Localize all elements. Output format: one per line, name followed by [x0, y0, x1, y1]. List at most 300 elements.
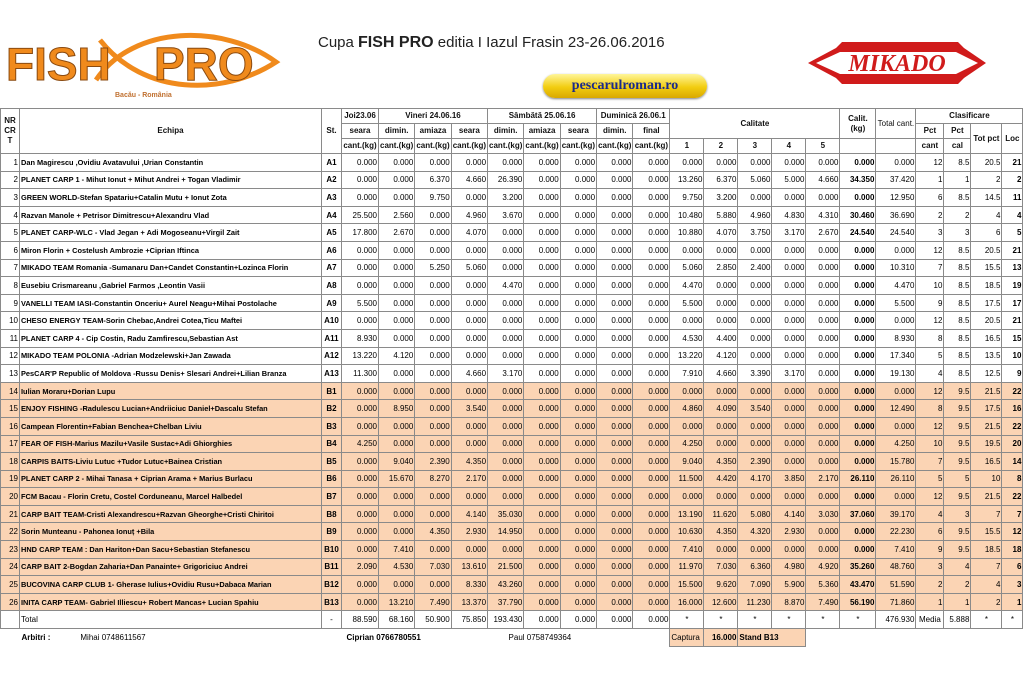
quality-4-header: 4 — [772, 139, 806, 154]
value-cell: 0.000 — [840, 488, 876, 506]
quality-2-header: 2 — [704, 139, 738, 154]
sub-amiaza: amiaza — [524, 124, 560, 139]
value-cell: 0.000 — [738, 154, 772, 172]
tot-pct: 2 — [971, 593, 1002, 611]
value-cell: 0.000 — [524, 241, 560, 259]
value-cell: 0.000 — [451, 347, 487, 365]
page-header — [0, 0, 1024, 108]
value-cell: 0.000 — [524, 171, 560, 189]
value-cell: 8.870 — [772, 593, 806, 611]
team-name: PLANET CARP 1 - Mihut Ionut + Mihut Andrei + Togan Vladimir — [20, 171, 322, 189]
team-name: GREEN WORLD-Stefan Spatariu+Catalin Mutu + Ionut Zota — [20, 189, 322, 207]
value-cell: 0.000 — [840, 259, 876, 277]
pct-cant: 2 — [916, 576, 944, 594]
value-cell: 0.000 — [524, 189, 560, 207]
value-cell: 0.000 — [451, 277, 487, 295]
value-cell: 24.540 — [840, 224, 876, 242]
loc-rank: 22 — [1002, 382, 1023, 400]
value-cell: 0.000 — [488, 400, 524, 418]
pct-cal: 8.5 — [944, 329, 971, 347]
value-cell: 2.390 — [415, 453, 451, 471]
results-table — [0, 108, 1023, 647]
tot-pct: 16.5 — [971, 329, 1002, 347]
pct-cal: 8.5 — [944, 312, 971, 330]
value-cell: 0.000 — [342, 312, 379, 330]
value-cell: 0.000 — [806, 435, 840, 453]
value-cell: 0.000 — [876, 154, 916, 172]
value-cell: 7.410 — [876, 541, 916, 559]
stand-code: B5 — [322, 453, 342, 471]
pct-cal: 9.5 — [944, 417, 971, 435]
value-cell: 11.230 — [738, 593, 772, 611]
value-cell: 0.000 — [876, 382, 916, 400]
value-cell: 0.000 — [524, 277, 560, 295]
row-number: 21 — [1, 505, 20, 523]
value-cell: 0.000 — [415, 277, 451, 295]
value-cell: 43.260 — [488, 576, 524, 594]
value-cell: 0.000 — [772, 312, 806, 330]
total-value-cell: 50.900 — [415, 611, 451, 629]
value-cell: 0.000 — [488, 453, 524, 471]
value-cell: 16.000 — [670, 593, 704, 611]
svg-text:MIKADO: MIKADO — [848, 51, 946, 77]
total-value-cell: 0.000 — [597, 611, 633, 629]
value-cell: 0.000 — [633, 576, 670, 594]
stand-code: B6 — [322, 470, 342, 488]
value-cell: 0.000 — [379, 241, 415, 259]
total-value-cell: 68.160 — [379, 611, 415, 629]
value-cell: 4.470 — [488, 277, 524, 295]
value-cell: 3.170 — [488, 365, 524, 383]
table-row — [1, 154, 1023, 172]
value-cell: 0.000 — [342, 523, 379, 541]
value-cell: 2.930 — [451, 523, 487, 541]
value-cell: 13.610 — [451, 558, 487, 576]
total-value-cell: * — [738, 611, 772, 629]
tot-pct: 14.5 — [971, 189, 1002, 207]
team-name: Sorin Munteanu - Pahonea Ionuț +Bila — [20, 523, 322, 541]
value-cell: 34.350 — [840, 171, 876, 189]
value-cell: 0.000 — [597, 593, 633, 611]
value-cell: 6.370 — [415, 171, 451, 189]
value-cell: 4.530 — [379, 558, 415, 576]
pct-cal: 3 — [944, 505, 971, 523]
value-cell: 0.000 — [597, 259, 633, 277]
value-cell: 4.250 — [876, 435, 916, 453]
value-cell: 0.000 — [524, 294, 560, 312]
tot-pct: 21.5 — [971, 382, 1002, 400]
value-cell: 0.000 — [772, 435, 806, 453]
value-cell: 4.350 — [415, 523, 451, 541]
value-cell: 3.390 — [738, 365, 772, 383]
row-number: 6 — [1, 241, 20, 259]
value-cell: 0.000 — [560, 488, 596, 506]
pescarulroman-link-button[interactable]: pescarulroman.ro — [543, 74, 707, 98]
tot-pct: 15.5 — [971, 523, 1002, 541]
value-cell: 0.000 — [560, 470, 596, 488]
pct-cal: 9.5 — [944, 453, 971, 471]
stand-code: A9 — [322, 294, 342, 312]
value-cell: 5.500 — [670, 294, 704, 312]
svg-text:PRO: PRO — [154, 38, 254, 90]
unit-cant: cant.(kg) — [379, 139, 415, 154]
stand-code: A10 — [322, 312, 342, 330]
table-row — [1, 488, 1023, 506]
value-cell: 0.000 — [772, 541, 806, 559]
tot-pct: 21.5 — [971, 488, 1002, 506]
value-cell: 0.000 — [738, 347, 772, 365]
unit-cant: cant.(kg) — [488, 139, 524, 154]
value-cell: 0.000 — [633, 329, 670, 347]
value-cell: 0.000 — [342, 154, 379, 172]
value-cell: 0.000 — [415, 312, 451, 330]
pct-cal-header-top: Pct — [944, 124, 971, 139]
value-cell: 0.000 — [342, 593, 379, 611]
value-cell: 0.000 — [738, 382, 772, 400]
value-cell: 4.860 — [670, 400, 704, 418]
quality-3-header: 3 — [738, 139, 772, 154]
value-cell: 56.190 — [840, 593, 876, 611]
stand-code: A11 — [322, 329, 342, 347]
value-cell: 0.000 — [704, 312, 738, 330]
pct-cant-header-top: Pct — [916, 124, 944, 139]
value-cell: 0.000 — [597, 206, 633, 224]
loc-rank: 18 — [1002, 541, 1023, 559]
value-cell: 0.000 — [451, 382, 487, 400]
value-cell: 0.000 — [524, 523, 560, 541]
value-cell: 0.000 — [633, 541, 670, 559]
stand-code: B12 — [322, 576, 342, 594]
value-cell: 0.000 — [560, 224, 596, 242]
row-number: 25 — [1, 576, 20, 594]
value-cell: 0.000 — [704, 154, 738, 172]
value-cell: 0.000 — [560, 259, 596, 277]
table-row — [1, 541, 1023, 559]
value-cell: 0.000 — [379, 505, 415, 523]
pct-cant: 3 — [916, 224, 944, 242]
value-cell: 4.140 — [772, 505, 806, 523]
value-cell: 0.000 — [560, 329, 596, 347]
pct-cal: 8.5 — [944, 189, 971, 207]
value-cell: 10.480 — [670, 206, 704, 224]
value-cell: 0.000 — [524, 576, 560, 594]
row-number: 20 — [1, 488, 20, 506]
team-name: FCM Bacau - Florin Cretu, Costel Corduneanu, Marcel Halbedel — [20, 488, 322, 506]
value-cell: 2.930 — [772, 523, 806, 541]
row-number: 12 — [1, 347, 20, 365]
loc-rank: 13 — [1002, 259, 1023, 277]
value-cell: 10.630 — [670, 523, 704, 541]
referees-row — [1, 629, 1023, 647]
pct-cant: 5 — [916, 347, 944, 365]
value-cell: 4.090 — [704, 400, 738, 418]
row-number: 22 — [1, 523, 20, 541]
value-cell: 0.000 — [524, 505, 560, 523]
value-cell: 0.000 — [451, 154, 487, 172]
value-cell: 0.000 — [488, 347, 524, 365]
value-cell: 0.000 — [806, 329, 840, 347]
team-name: Razvan Manole + Petrisor Dimitrescu+Alexandru Vlad — [20, 206, 322, 224]
value-cell: 0.000 — [488, 541, 524, 559]
value-cell: 4.170 — [738, 470, 772, 488]
value-cell: 0.000 — [524, 593, 560, 611]
value-cell: 0.000 — [840, 400, 876, 418]
value-cell: 0.000 — [488, 241, 524, 259]
value-cell: 5.080 — [738, 505, 772, 523]
value-cell: 0.000 — [840, 347, 876, 365]
table-row — [1, 505, 1023, 523]
value-cell: 0.000 — [876, 241, 916, 259]
team-name: Dan Magirescu ,Ovidiu Avatavului ,Urian Constantin — [20, 154, 322, 172]
value-cell: 51.590 — [876, 576, 916, 594]
stand-code: A6 — [322, 241, 342, 259]
value-cell: 0.000 — [840, 294, 876, 312]
value-cell: 5.060 — [670, 259, 704, 277]
table-row — [1, 206, 1023, 224]
value-cell: 10.310 — [876, 259, 916, 277]
value-cell: 0.000 — [772, 400, 806, 418]
loc-rank: 20 — [1002, 435, 1023, 453]
value-cell: 0.000 — [670, 241, 704, 259]
value-cell: 0.000 — [738, 312, 772, 330]
loc-rank: 22 — [1002, 417, 1023, 435]
loc-rank: 19 — [1002, 277, 1023, 295]
value-cell: 0.000 — [415, 294, 451, 312]
value-cell: 0.000 — [451, 241, 487, 259]
value-cell: 0.000 — [524, 400, 560, 418]
stand-code: B10 — [322, 541, 342, 559]
value-cell: 0.000 — [488, 382, 524, 400]
page-title — [318, 34, 665, 52]
total-value-cell: * — [670, 611, 704, 629]
tot-pct: 18.5 — [971, 541, 1002, 559]
loc-rank: 8 — [1002, 470, 1023, 488]
value-cell: 0.000 — [806, 259, 840, 277]
value-cell: 0.000 — [738, 294, 772, 312]
value-cell: 0.000 — [379, 154, 415, 172]
value-cell: 0.000 — [597, 365, 633, 383]
team-name: Eusebiu Crismareanu ,Gabriel Farmos ,Leontin Vasii — [20, 277, 322, 295]
value-cell: 0.000 — [415, 417, 451, 435]
pct-cal: 8.5 — [944, 347, 971, 365]
value-cell: 0.000 — [772, 329, 806, 347]
sub-seara: seara — [560, 124, 596, 139]
value-cell: 0.000 — [379, 259, 415, 277]
value-cell: 0.000 — [840, 417, 876, 435]
table-row — [1, 189, 1023, 207]
loc-rank: 5 — [1002, 224, 1023, 242]
stand-code: B8 — [322, 505, 342, 523]
value-cell: 0.000 — [772, 488, 806, 506]
value-cell: 4.250 — [342, 435, 379, 453]
fish-logo-icon — [4, 30, 284, 92]
value-cell: 3.170 — [772, 365, 806, 383]
table-head — [1, 109, 1023, 154]
value-cell: 0.000 — [597, 154, 633, 172]
stand-code: A4 — [322, 206, 342, 224]
value-cell: 4.400 — [704, 329, 738, 347]
value-cell: 3.030 — [806, 505, 840, 523]
arbitri-cell — [1, 629, 322, 647]
stand-code: B9 — [322, 523, 342, 541]
results-table-wrapper — [0, 108, 1023, 647]
mikado-logo-icon — [806, 40, 988, 86]
pct-cant: 8 — [916, 329, 944, 347]
value-cell: 10.880 — [670, 224, 704, 242]
total-value-cell: 75.850 — [451, 611, 487, 629]
value-cell: 0.000 — [840, 523, 876, 541]
value-cell: 4.120 — [704, 347, 738, 365]
referee-1: Mihai 0748611567 — [80, 633, 146, 643]
value-cell: 0.000 — [806, 347, 840, 365]
value-cell: 0.000 — [379, 277, 415, 295]
value-cell: 2.170 — [451, 470, 487, 488]
sub-seara: seara — [451, 124, 487, 139]
media-label: Media — [916, 611, 944, 629]
value-cell: 0.000 — [342, 382, 379, 400]
pct-cant: 12 — [916, 154, 944, 172]
value-cell: 0.000 — [524, 329, 560, 347]
value-cell: 4.980 — [772, 558, 806, 576]
loc-rank: 21 — [1002, 312, 1023, 330]
total-cant-header: Total cant. — [876, 109, 916, 139]
table-row — [1, 576, 1023, 594]
value-cell: 0.000 — [806, 365, 840, 383]
table-body — [1, 154, 1023, 647]
value-cell: 2.670 — [806, 224, 840, 242]
value-cell: 2.390 — [738, 453, 772, 471]
value-cell: 0.000 — [772, 189, 806, 207]
value-cell: 0.000 — [876, 417, 916, 435]
value-cell: 0.000 — [597, 294, 633, 312]
tot-pct: 6 — [971, 224, 1002, 242]
value-cell: 5.060 — [451, 259, 487, 277]
value-cell: 13.210 — [379, 593, 415, 611]
pct-cant: 1 — [916, 593, 944, 611]
value-cell: 0.000 — [524, 224, 560, 242]
tot-pct: 10 — [971, 470, 1002, 488]
value-cell: 0.000 — [597, 312, 633, 330]
value-cell: 0.000 — [488, 224, 524, 242]
value-cell: 4.920 — [806, 558, 840, 576]
stand-code: A5 — [322, 224, 342, 242]
tot-pct: 15.5 — [971, 259, 1002, 277]
value-cell: 0.000 — [415, 576, 451, 594]
total-value-cell: 0.000 — [560, 611, 596, 629]
total-value-cell: 88.590 — [342, 611, 379, 629]
value-cell: 0.000 — [342, 259, 379, 277]
row-number: 24 — [1, 558, 20, 576]
calit-sub-blank — [840, 139, 876, 154]
loc-rank: 17 — [1002, 294, 1023, 312]
value-cell: 4.660 — [806, 171, 840, 189]
value-cell: 0.000 — [451, 417, 487, 435]
pct-cant: 12 — [916, 312, 944, 330]
value-cell: 0.000 — [488, 470, 524, 488]
value-cell: 0.000 — [670, 382, 704, 400]
value-cell: 0.000 — [633, 224, 670, 242]
pct-cant: 6 — [916, 523, 944, 541]
value-cell: 0.000 — [451, 294, 487, 312]
value-cell: 0.000 — [806, 241, 840, 259]
row-number: 16 — [1, 417, 20, 435]
value-cell: 0.000 — [379, 435, 415, 453]
row-number: 8 — [1, 277, 20, 295]
value-cell: 0.000 — [488, 435, 524, 453]
value-cell: 11.300 — [342, 365, 379, 383]
value-cell: 0.000 — [560, 347, 596, 365]
value-cell: 0.000 — [876, 312, 916, 330]
value-cell: 0.000 — [806, 453, 840, 471]
value-cell: 4.070 — [704, 224, 738, 242]
value-cell: 8.270 — [415, 470, 451, 488]
value-cell: 0.000 — [342, 541, 379, 559]
value-cell: 4.350 — [451, 453, 487, 471]
value-cell: 0.000 — [379, 365, 415, 383]
pct-cant: 7 — [916, 259, 944, 277]
value-cell: 0.000 — [597, 505, 633, 523]
table-row — [1, 329, 1023, 347]
value-cell: 0.000 — [524, 154, 560, 172]
total-value-cell: * — [772, 611, 806, 629]
value-cell: 7.410 — [379, 541, 415, 559]
table-row — [1, 558, 1023, 576]
sub-final: final — [633, 124, 670, 139]
title-brand: FISH PRO — [358, 34, 434, 51]
value-cell: 0.000 — [633, 470, 670, 488]
total-blank — [1, 611, 20, 629]
value-cell: 0.000 — [704, 277, 738, 295]
value-cell: 0.000 — [772, 154, 806, 172]
value-cell: 0.000 — [738, 435, 772, 453]
pct-cant: 4 — [916, 365, 944, 383]
value-cell: 0.000 — [560, 558, 596, 576]
pct-cant: 7 — [916, 453, 944, 471]
value-cell: 0.000 — [379, 523, 415, 541]
loc-rank: 21 — [1002, 154, 1023, 172]
value-cell: 0.000 — [415, 488, 451, 506]
value-cell: 0.000 — [633, 488, 670, 506]
value-cell: 0.000 — [840, 453, 876, 471]
sub-amiaza: amiaza — [415, 124, 451, 139]
team-name: CARP BAIT TEAM-Cristi Alexandrescu+Razvan Gheorghe+Cristi Chiritoi — [20, 505, 322, 523]
table-row — [1, 593, 1023, 611]
value-cell: 0.000 — [772, 347, 806, 365]
stand-code: A7 — [322, 259, 342, 277]
value-cell: 4.320 — [738, 523, 772, 541]
value-cell: 5.900 — [772, 576, 806, 594]
loc-rank: 11 — [1002, 189, 1023, 207]
value-cell: 0.000 — [379, 488, 415, 506]
loc-rank: 7 — [1002, 505, 1023, 523]
tot-pct: 20.5 — [971, 154, 1002, 172]
value-cell: 12.950 — [876, 189, 916, 207]
value-cell: 0.000 — [597, 435, 633, 453]
loc-rank: 9 — [1002, 365, 1023, 383]
value-cell: 13.190 — [670, 505, 704, 523]
value-cell: 0.000 — [772, 417, 806, 435]
value-cell: 12.490 — [876, 400, 916, 418]
value-cell: 0.000 — [524, 382, 560, 400]
value-cell: 0.000 — [772, 453, 806, 471]
value-cell: 3.200 — [488, 189, 524, 207]
value-cell: 0.000 — [451, 488, 487, 506]
total-value-cell: * — [806, 611, 840, 629]
value-cell: 0.000 — [560, 189, 596, 207]
value-cell: 0.000 — [670, 312, 704, 330]
value-cell: 7.490 — [806, 593, 840, 611]
table-row — [1, 453, 1023, 471]
